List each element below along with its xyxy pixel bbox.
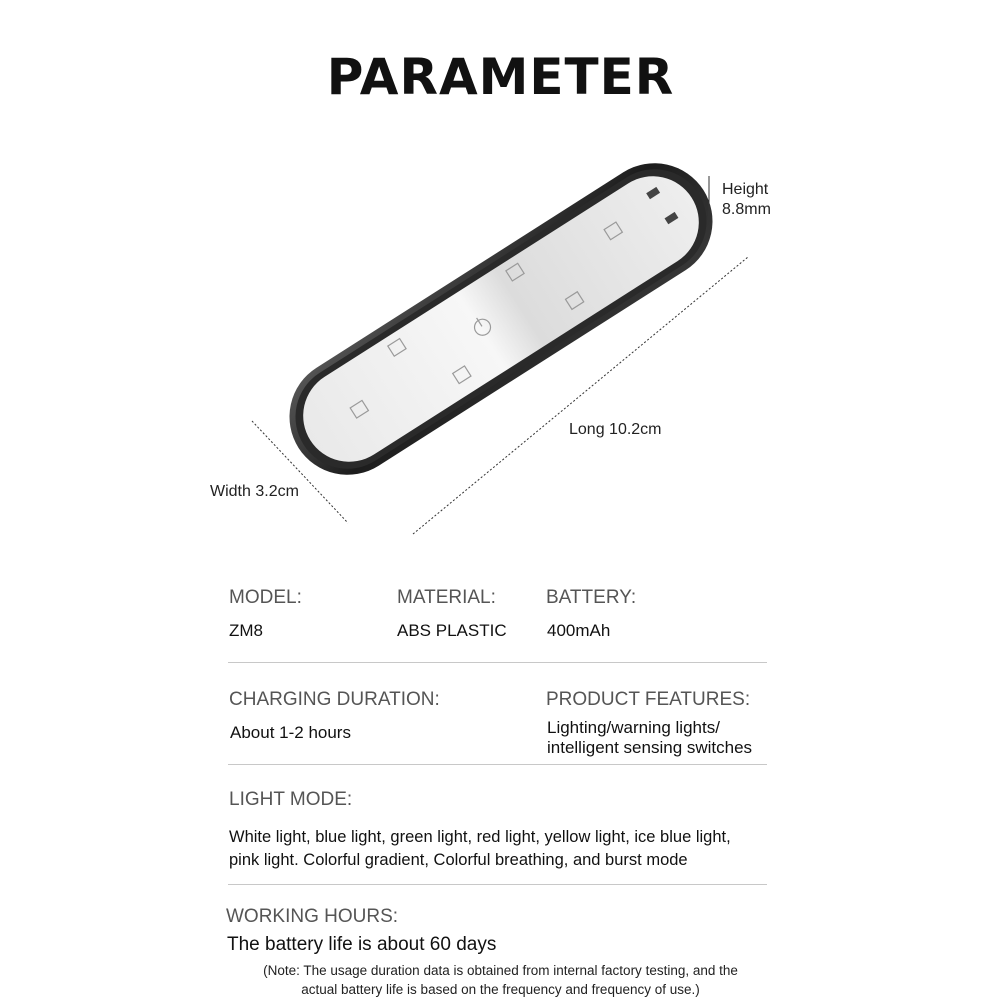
height-label: Height bbox=[722, 181, 769, 198]
model-label: MODEL: bbox=[229, 587, 302, 608]
charging-value: About 1-2 hours bbox=[230, 723, 351, 742]
features-value-line1: Lighting/warning lights/ bbox=[547, 718, 720, 737]
battery-value: 400mAh bbox=[547, 621, 611, 640]
width-label: Width 3.2cm bbox=[210, 483, 299, 500]
features-value-line2: intelligent sensing switches bbox=[547, 738, 753, 757]
note-line1: (Note: The usage duration data is obtained from internal factory testing, and the bbox=[263, 963, 738, 978]
note-line2: actual battery life is based on the frequency and frequency of use.) bbox=[301, 982, 700, 997]
light-mode-line1: White light, blue light, green light, red light, yellow light, ice blue light, bbox=[229, 828, 731, 846]
light-mode-label: LIGHT MODE: bbox=[229, 789, 353, 810]
working-hours-value: The battery life is about 60 days bbox=[227, 934, 497, 955]
divider bbox=[228, 662, 767, 663]
model-value: ZM8 bbox=[229, 621, 263, 640]
working-hours-label: WORKING HOURS: bbox=[226, 906, 399, 927]
page-title: PARAMETER bbox=[326, 48, 675, 106]
material-value: ABS PLASTIC bbox=[397, 621, 507, 640]
light-mode-line2: pink light. Colorful gradient, Colorful breathing, and burst mode bbox=[229, 851, 688, 869]
height-value: 8.8mm bbox=[722, 201, 771, 218]
long-label: Long 10.2cm bbox=[569, 421, 662, 438]
material-label: MATERIAL: bbox=[397, 587, 496, 608]
divider bbox=[228, 884, 767, 885]
battery-label: BATTERY: bbox=[546, 587, 637, 608]
features-label: PRODUCT FEATURES: bbox=[546, 689, 751, 710]
divider bbox=[228, 764, 767, 765]
charging-label: CHARGING DURATION: bbox=[229, 689, 440, 710]
